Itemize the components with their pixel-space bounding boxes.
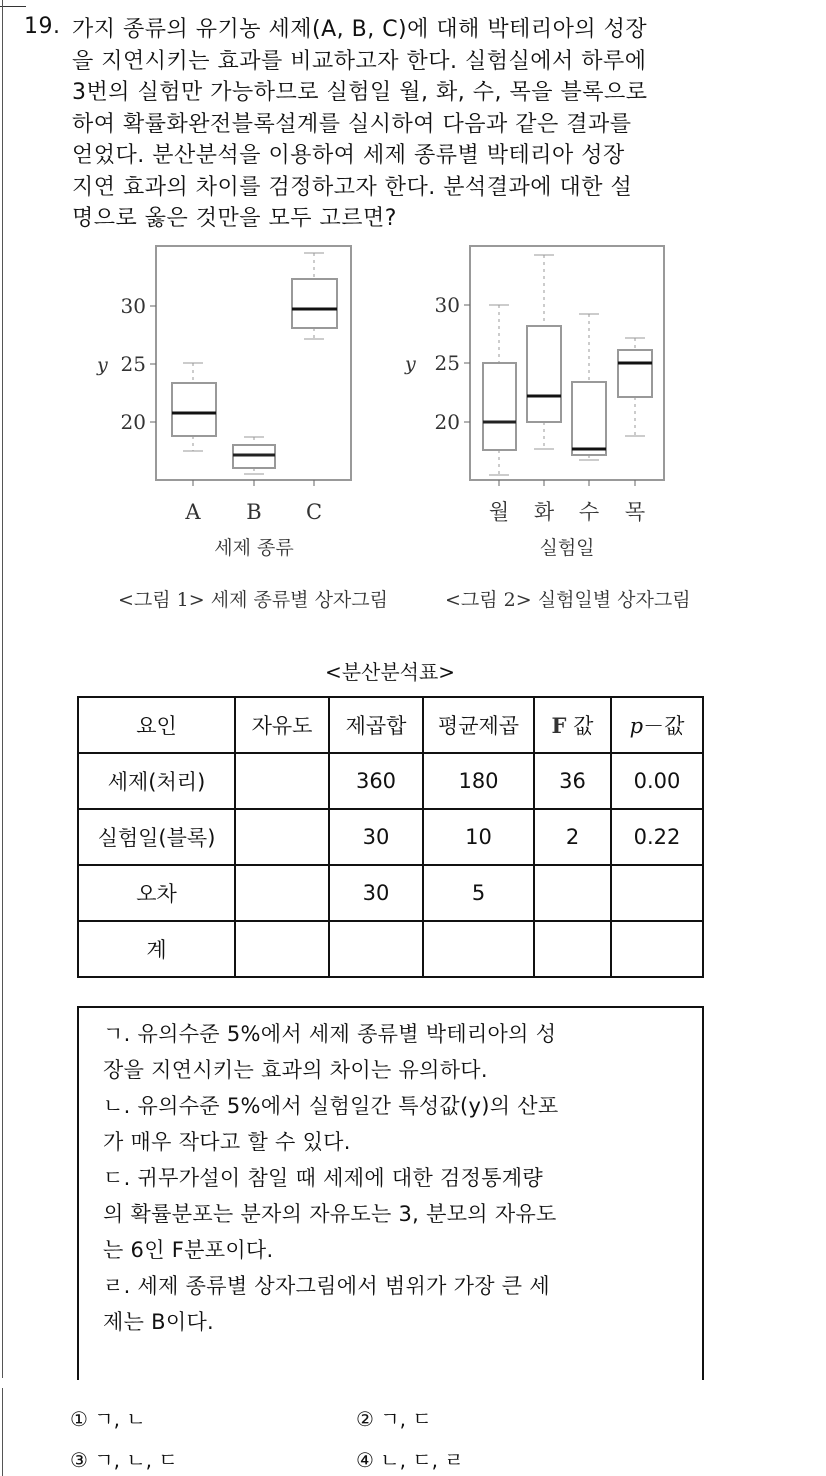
statement-giyeok (103, 1016, 683, 1088)
cell-p (611, 921, 703, 977)
statement-digeut (103, 1160, 683, 1268)
table-header-row (78, 697, 703, 753)
question-line: 하여 확률화완전블록설계를 실시하여 다음과 같은 결과를 (72, 111, 632, 137)
box-tue (527, 255, 561, 449)
cell-ms: 10 (423, 809, 534, 865)
y-tick-20: 20 (434, 410, 460, 434)
figure-2-caption: <그림 2> 실험일별 상자그림 (445, 589, 691, 611)
box-C (292, 253, 337, 339)
statement-line: ㄱ. 유의수준 5%에서 세제 종류별 박테리아의 성 (103, 1022, 557, 1046)
anova-table-title: <분산분석표> (324, 660, 456, 684)
statement-line: ㄴ. 유의수준 5%에서 실험일간 특성값(y)의 산포 (103, 1094, 559, 1118)
x-tick-C: C (305, 500, 323, 524)
cell-factor: 세제(처리) (78, 753, 235, 809)
x-tick-B: B (246, 500, 262, 524)
cell-ss: 30 (329, 865, 423, 921)
cell-p: 0.00 (611, 753, 703, 809)
cell-f (534, 865, 611, 921)
cell-ms: 180 (423, 753, 534, 809)
x-tick-mon: 월 (488, 500, 510, 524)
y-axis-label: y (405, 353, 416, 375)
header-factor: 요인 (78, 697, 235, 753)
cell-f: 2 (534, 809, 611, 865)
y-tick-30: 30 (434, 293, 460, 317)
figure-1-caption: <그림 1> 세제 종류별 상자그림 (118, 589, 388, 611)
y-tick-30: 30 (120, 294, 146, 318)
header-f-value (534, 697, 611, 753)
statement-line: ㄹ. 세제 종류별 상자그림에서 범위가 가장 큰 세 (103, 1274, 550, 1298)
y-tick-25: 25 (120, 352, 146, 376)
header-df: 자유도 (235, 697, 329, 753)
x-tick-A: A (185, 500, 201, 524)
cell-ss (329, 921, 423, 977)
statement-nieun (103, 1088, 683, 1160)
header-ss: 제곱합 (329, 697, 423, 753)
box-B (233, 437, 275, 474)
y-tick-20: 20 (120, 410, 146, 434)
cell-ms: 5 (423, 865, 534, 921)
choice-4[interactable] (356, 1444, 464, 1473)
statements-box (77, 1006, 704, 1380)
table-row (78, 865, 703, 921)
cell-df (235, 809, 329, 865)
statement-line: 장을 지연시키는 효과의 차이는 유의하다. (103, 1058, 488, 1082)
f-suffix: 값 (566, 714, 594, 738)
choice-number: ② (356, 1407, 374, 1431)
cell-factor: 오차 (78, 865, 235, 921)
cell-f: 36 (534, 753, 611, 809)
choice-number: ④ (356, 1448, 374, 1472)
table-row (78, 921, 703, 977)
cell-factor: 계 (78, 921, 235, 977)
cell-ms (423, 921, 534, 977)
choice-1[interactable] (70, 1403, 146, 1432)
figure-2-boxplot (400, 240, 720, 570)
statement-line: 는 6인 F분포이다. (103, 1238, 274, 1262)
box-mon (483, 305, 516, 475)
statement-rieul (103, 1268, 683, 1340)
header-ms: 평균제곱 (423, 697, 534, 753)
statement-line: 가 매우 작다고 할 수 있다. (103, 1130, 351, 1154)
question-line: 을 지연시키는 효과를 비교하고자 한다. 실험실에서 하루에 (72, 48, 647, 74)
table-row (78, 753, 703, 809)
f-letter: F (551, 713, 567, 738)
choice-2[interactable] (356, 1403, 432, 1432)
statement-line: ㄷ. 귀무가설이 참일 때 세제에 대한 검정통계량 (103, 1166, 543, 1190)
anova-table (77, 696, 704, 978)
x-tick-tue: 화 (533, 500, 555, 524)
cell-ss: 360 (329, 753, 423, 809)
choice-text: ㄱ, ㄴ, ㄷ (94, 1448, 178, 1472)
p-letter: p (629, 714, 644, 738)
choice-text: ㄱ, ㄴ (94, 1407, 146, 1431)
choice-number: ① (70, 1407, 88, 1431)
p-suffix: －값 (643, 714, 685, 738)
left-margin-rule (2, 0, 3, 1378)
cell-factor: 실험일(블록) (78, 809, 235, 865)
x-tick-wed: 수 (578, 500, 600, 524)
cell-df (235, 921, 329, 977)
statement-line: 의 확률분포는 분자의 자유도는 3, 분모의 자유도 (103, 1202, 557, 1226)
question-line: 가지 종류의 유기농 세제(A, B, C)에 대해 박테리아의 성장 (72, 17, 648, 42)
cell-ss: 30 (329, 809, 423, 865)
question-number: 19. (24, 14, 61, 39)
question-line: 얻었다. 분산분석을 이용하여 세제 종류별 박테리아 성장 (72, 143, 625, 168)
question-text (72, 14, 772, 235)
box-thu (618, 338, 652, 436)
question-line: 명으로 옳은 것만을 모두 고르면? (72, 206, 397, 231)
choice-number: ③ (70, 1448, 88, 1472)
cell-f (534, 921, 611, 977)
cell-df (235, 865, 329, 921)
header-p-value (611, 697, 703, 753)
y-axis-label: y (97, 354, 108, 376)
figure-1-boxplot (80, 240, 400, 570)
x-axis-label: 실험일 (539, 537, 595, 559)
statement-line: 제는 B이다. (103, 1310, 215, 1334)
choice-text: ㄴ, ㄷ, ㄹ (380, 1448, 464, 1472)
x-tick-thu: 목 (624, 500, 646, 524)
y-tick-25: 25 (434, 351, 460, 375)
cell-df (235, 753, 329, 809)
cell-p (611, 865, 703, 921)
choice-3[interactable] (70, 1444, 178, 1473)
question-line: 3번의 실험만 가능하므로 실험일 월, 화, 수, 목을 블록으로 (72, 80, 648, 105)
table-row (78, 809, 703, 865)
choice-text: ㄱ, ㄷ (380, 1407, 432, 1431)
top-rule-divider (0, 6, 26, 7)
left-margin-rule-lower (2, 1388, 3, 1476)
box-wed (572, 314, 606, 460)
box-A (172, 363, 216, 451)
cell-p: 0.22 (611, 809, 703, 865)
question-line: 지연 효과의 차이를 검정하고자 한다. 분석결과에 대한 설 (72, 174, 633, 200)
x-axis-label: 세제 종류 (214, 537, 294, 559)
